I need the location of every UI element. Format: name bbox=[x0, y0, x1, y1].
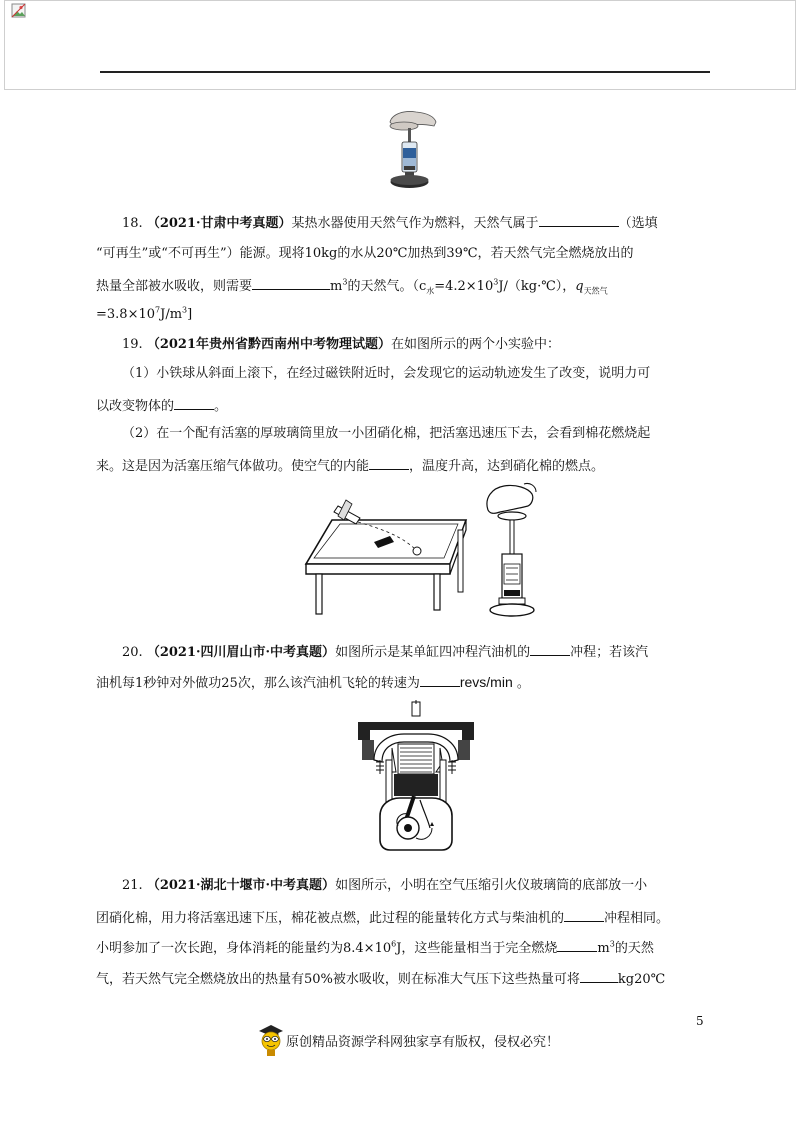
q21-line-4: 气，若天然气完全燃烧放出的热量有50%被水吸收，则在标准大气压下这些热量可将 kg20℃ bbox=[96, 968, 706, 990]
page-footer bbox=[258, 1022, 559, 1058]
page-number: 5 bbox=[696, 1014, 704, 1028]
q18-number: 18. bbox=[122, 216, 143, 231]
q20-number: 20. bbox=[122, 645, 143, 660]
fire-syringe-figure bbox=[382, 104, 438, 192]
q21-blank-1[interactable] bbox=[564, 907, 604, 922]
q18-line-4: $=3.8\times 10^7J/m^3$] bbox=[96, 305, 193, 322]
q18-blank-1[interactable] bbox=[539, 212, 619, 227]
fire-syringe-hand-figure bbox=[480, 480, 542, 618]
q18-line-3: 热量全部被水吸收，则需要 $m^3$的天然气。（$c_水=4.2\times 10^3J/(kg\cdot℃)$，$q_{天然气}$ bbox=[96, 275, 706, 297]
q20-blank-1[interactable] bbox=[530, 641, 570, 656]
q21-line-1: 21. （2021·湖北十堰市·中考真题）如图所示，小明在空气压缩引火仪玻璃筒的底部放一小 bbox=[122, 878, 648, 893]
scholar-mascot-icon bbox=[258, 1023, 284, 1057]
four-stroke-engine-figure bbox=[354, 700, 478, 852]
q19-source: （2021年贵州省黔西南州中考物理试题） bbox=[146, 337, 392, 352]
q21-line-3: 小明参加了一次长跑，身体消耗的能量约为$8.4\times 10^6J$，这些能量相当于完全燃烧 $m^3$的天然 bbox=[96, 937, 706, 959]
magnet-ball-table-figure bbox=[298, 498, 470, 616]
header-rule bbox=[100, 71, 710, 73]
q18-blank-2[interactable] bbox=[252, 275, 330, 290]
q21-line-2: 团硝化棉，用力将活塞迅速下压，棉花被点燃，此过程的能量转化方式与柴油机的 冲程相同。 bbox=[96, 907, 706, 929]
q19-line-1: 19. （2021年贵州省黔西南州中考物理试题）在如图所示的两个小实验中： bbox=[122, 337, 561, 352]
q19-part-2-line-2: 来。这是因为活塞压缩气体做功。使空气的内能 ，温度升高，达到硝化棉的燃点。 bbox=[96, 455, 706, 477]
q21-blank-2[interactable] bbox=[557, 937, 597, 952]
q20-line-1: 20. （2021·四川眉山市·中考真题）如图所示是某单缸四冲程汽油机的 冲程；若该汽 bbox=[96, 641, 706, 663]
q18-source: （2021·甘肃中考真题） bbox=[146, 216, 292, 231]
q19-blank-2[interactable] bbox=[369, 455, 409, 470]
q19-number: 19. bbox=[122, 337, 143, 352]
page-header bbox=[4, 0, 796, 90]
q19-part-1-line-2: 以改变物体的 。 bbox=[96, 395, 706, 417]
q21-number: 21. bbox=[122, 878, 143, 893]
q20-line-2: 油机每1秒钟对外做功25次，那么该汽油机飞轮的转速为 revs/min 。 bbox=[96, 674, 530, 691]
footer-copyright-text: 原创精品资源学科网独家享有版权，侵权必究！ bbox=[286, 1034, 560, 1050]
q21-source: （2021·湖北十堰市·中考真题） bbox=[146, 878, 336, 893]
q19-blank-1[interactable] bbox=[174, 395, 214, 410]
q20-blank-2[interactable] bbox=[420, 672, 460, 687]
q20-source: （2021·四川眉山市·中考真题） bbox=[146, 645, 336, 660]
q21-blank-3[interactable] bbox=[580, 968, 618, 983]
q18-line-1: 18. （2021·甘肃中考真题）某热水器使用天然气作为燃料，天然气属于 （选填 bbox=[96, 212, 706, 234]
q19-part-2-line-1: （2）在一个配有活塞的厚玻璃筒里放一小团硝化棉，把活塞迅速压下去，会看到棉花燃烧起 bbox=[122, 426, 651, 441]
broken-image-icon bbox=[11, 3, 27, 19]
q19-part-1-line-1: （1）小铁球从斜面上滚下，在经过磁铁附近时，会发现它的运动轨迹发生了改变，说明力可 bbox=[122, 366, 651, 381]
q18-line-2: “可再生”或“不可再生”）能源。现将10kg的水从20℃加热到39℃，若天然气完全燃烧放出的 bbox=[96, 246, 634, 261]
